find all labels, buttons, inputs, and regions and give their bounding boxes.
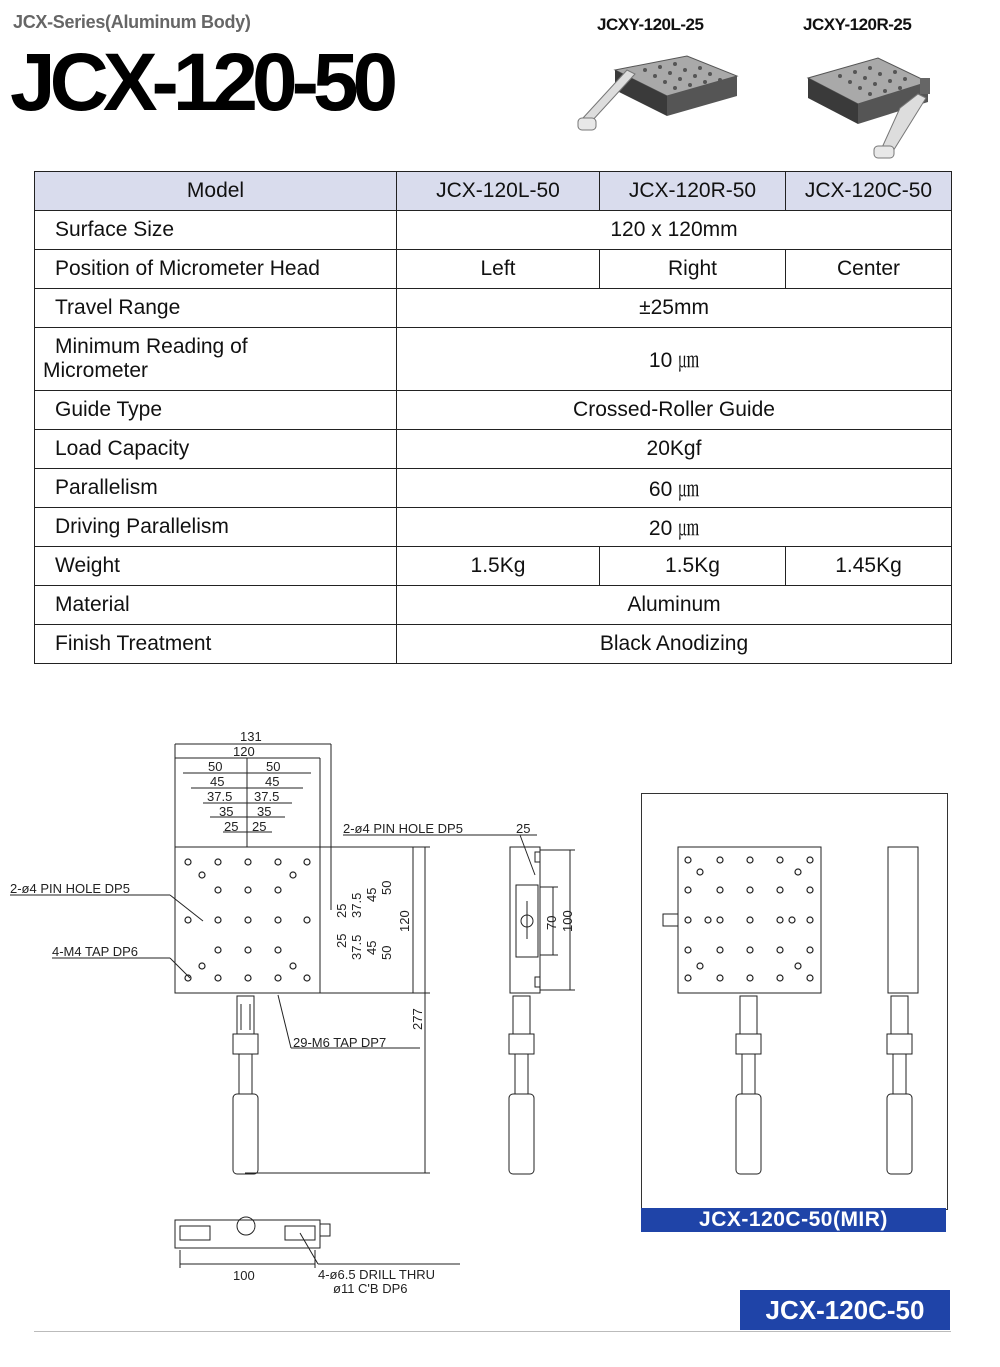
callout-tap-m4: 4-M4 TAP DP6: [52, 944, 138, 959]
header-cell: JCX-120L-50: [397, 172, 600, 211]
row-label: [35, 328, 397, 391]
dim-side-50: 50: [379, 945, 394, 960]
dim-side-45: 45: [364, 887, 379, 902]
spec-row-driving-parallelism: [35, 508, 952, 547]
dim-side-50: 50: [379, 880, 394, 895]
dim-side-37-5: 37.5: [349, 934, 364, 960]
header-cell: Model: [35, 172, 397, 211]
row-value: 1.5Kg: [397, 547, 600, 586]
row-value: ±25mm: [397, 289, 952, 328]
dim-37-5: 37.5: [254, 789, 280, 804]
dim-37-5: 37.5: [207, 789, 233, 804]
spec-header-row: [35, 172, 952, 211]
model-badge: JCX-120C-50: [740, 1290, 950, 1330]
callout-tap-m6: 29-M6 TAP DP7: [293, 1035, 387, 1050]
row-label: Material: [35, 586, 397, 625]
header-cell: JCX-120C-50: [786, 172, 952, 211]
row-value: Right: [600, 250, 786, 289]
row-value: 20Kgf: [397, 430, 952, 469]
spec-row-weight: [35, 547, 952, 586]
row-value: Aluminum: [397, 586, 952, 625]
spec-row-travel-range: [35, 289, 952, 328]
row-value: Left: [397, 250, 600, 289]
spec-row-parallelism: [35, 469, 952, 508]
row-label: Load Capacity: [35, 430, 397, 469]
stage-image-right: [800, 38, 960, 163]
row-value: Center: [786, 250, 952, 289]
row-label: Parallelism: [35, 469, 397, 508]
spec-row-minimum-reading: [35, 328, 952, 391]
callout-drill-line1: 4-ø6.5 DRILL THRU: [318, 1267, 436, 1282]
row-value: Black Anodizing: [397, 625, 952, 664]
dim-100-bottom: 100: [233, 1268, 255, 1283]
callout-drill-line2: ø11 C'B DP6: [333, 1281, 408, 1296]
dim-25-right: 25: [516, 821, 531, 836]
row-label-line2: Micrometer: [43, 359, 149, 382]
row-label: Weight: [35, 547, 397, 586]
bottom-divider: [34, 1331, 951, 1332]
row-value: 1.45Kg: [786, 547, 952, 586]
spec-row-guide-type: [35, 391, 952, 430]
spec-row-micrometer-position: [35, 250, 952, 289]
callout-pin-hole-right: 2-ø4 PIN HOLE DP5: [343, 821, 463, 836]
mir-drawing-frame: [641, 793, 948, 1210]
row-label: Finish Treatment: [35, 625, 397, 664]
product-caption-right: JCXY-120R-25: [803, 15, 912, 34]
spec-row-surface-size: [35, 211, 952, 250]
spec-row-load-capacity: [35, 430, 952, 469]
spec-row-finish-treatment: [35, 625, 952, 664]
dim-25: 25: [224, 819, 239, 834]
dim-35: 35: [219, 804, 234, 819]
dim-50: 50: [266, 759, 281, 774]
row-value: 60 ㎛: [397, 469, 952, 508]
dim-45: 45: [265, 774, 280, 789]
header-cell: JCX-120R-50: [600, 172, 786, 211]
dim-25: 25: [252, 819, 267, 834]
dim-277: 277: [410, 1008, 425, 1030]
spec-row-material: [35, 586, 952, 625]
row-value: Crossed-Roller Guide: [397, 391, 952, 430]
row-value: 20 ㎛: [397, 508, 952, 547]
product-caption-left: JCXY-120L-25: [597, 15, 704, 34]
series-title: JCX-Series(Aluminum Body): [13, 12, 251, 32]
row-value: 120 x 120mm: [397, 211, 952, 250]
dim-side-37-5: 37.5: [349, 892, 364, 918]
row-value: 1.5Kg: [600, 547, 786, 586]
dim-45: 45: [210, 774, 225, 789]
dim-side-120: 120: [397, 910, 412, 932]
dim-100-side: 100: [560, 910, 575, 932]
dim-120: 120: [233, 744, 255, 759]
row-value: 10 ㎛: [397, 328, 952, 391]
row-label-line1: Minimum Reading of: [55, 335, 248, 358]
mir-label: JCX-120C-50(MIR): [641, 1208, 946, 1232]
row-label: Surface Size: [35, 211, 397, 250]
dim-131: 131: [240, 729, 262, 744]
dim-50: 50: [208, 759, 223, 774]
stage-image-left: [575, 38, 745, 138]
row-label: Travel Range: [35, 289, 397, 328]
dim-side-25: 25: [334, 933, 349, 948]
dim-70: 70: [544, 915, 559, 930]
dim-side-25: 25: [334, 903, 349, 918]
row-label: Guide Type: [35, 391, 397, 430]
row-label: Position of Micrometer Head: [35, 250, 397, 289]
spec-table: [34, 171, 952, 664]
model-title: JCX-120-50: [10, 37, 393, 128]
dim-side-45: 45: [364, 940, 379, 955]
row-label: Driving Parallelism: [35, 508, 397, 547]
dim-35: 35: [257, 804, 272, 819]
callout-pin-hole-left: 2-ø4 PIN HOLE DP5: [10, 881, 130, 896]
